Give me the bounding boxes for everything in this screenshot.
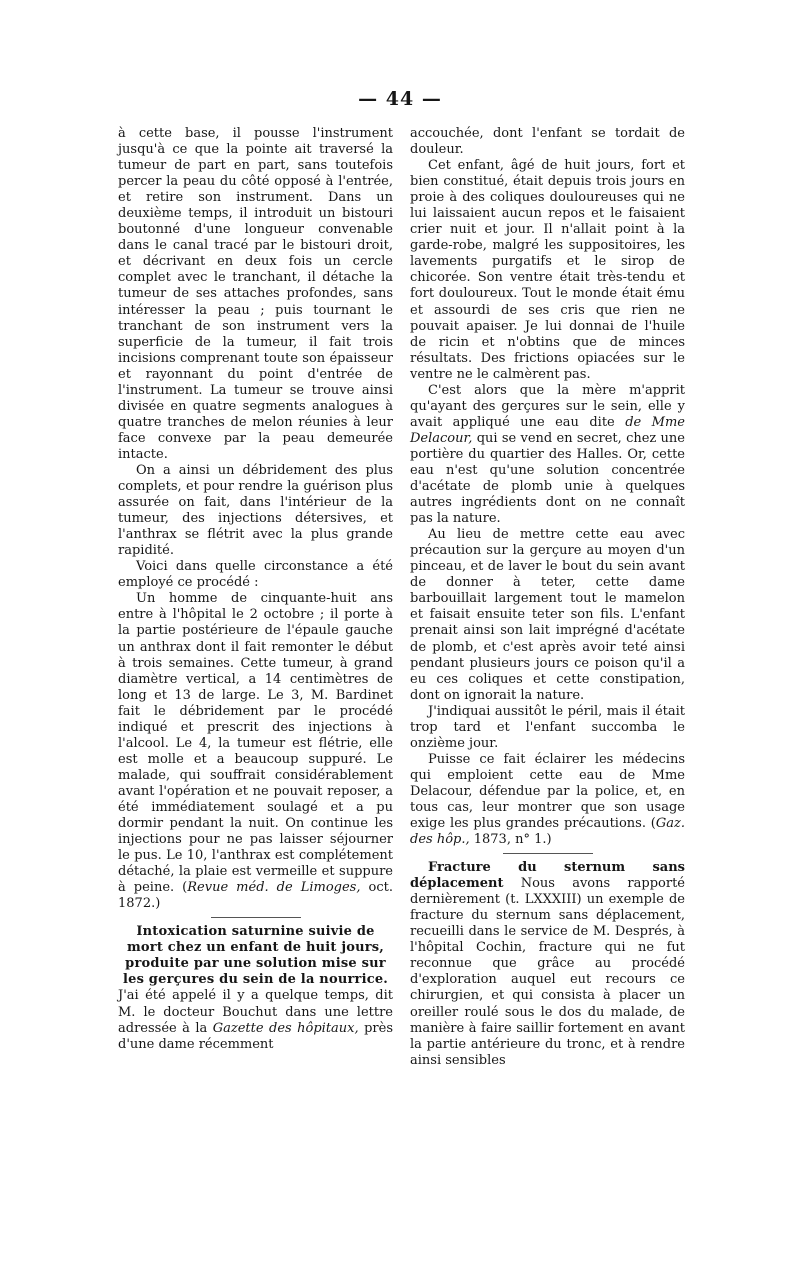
paragraph-tail: près d'une dame récemment (118, 1020, 393, 1052)
paragraph-text: Nous avons rapporté dernièrement (t. LXXXIII) un exemple de fracture du sternum sans déplacement, recueilli dans le service de M. Després, à l'hôpital Cochin, fracture qui ne fut reconnue que grâce au procédé d'exploration auquel eut recours ce chirurgien, et qui consista à placer un oreiller roulé sous le dos du malade, de manière à faire saillir fortement en avant la partie antérieure du tronc, et à rendre ainsi sensibles (410, 876, 685, 1068)
paragraph: Au lieu de mettre cette eau avec précaution sur la gerçure au moyen d'un pinceau, et de laver le bout du sein avant de donner à teter, cette dame barbouillait largement tout le mamelon et faisait ensuite teter son fils. L'enfant prenait ainsi son lait imprégné d'acétate de plomb, et c'est après avoir teté ainsi pendant plusieurs jours ce poison qu'il a eu ces coliques et cette constipation, dont on ignorait la nature. (410, 527, 685, 703)
paragraph-tail: qui se vend en secret, chez une portière du quartier des Halles. Or, cette eau n'est qu'une solution concentrée d'acétate de plomb unie à quelques autres ingrédients dont on ne connaît pas la nature. (410, 430, 685, 527)
section-heading: Fracture du sternum sans déplacement (410, 860, 685, 892)
paragraph-text: C'est alors que la mère m'apprit qu'ayant des gerçures sur le sein, elle y avait appliqué une eau dite (410, 382, 685, 430)
citation-source: Gaz. des hôp., (410, 816, 685, 848)
paragraph (118, 591, 393, 912)
paragraph-text: J'ai été appelé il y a quelque temps, dit M. le docteur Bouchut dans une lettre adressée à la (118, 988, 393, 1036)
journal-name: Gazette des hôpitaux, (212, 1020, 359, 1036)
paragraph: J'indiquai aussitôt le péril, mais il était trop tard et l'enfant succomba le onzième jour. (410, 703, 685, 751)
section-divider (211, 917, 301, 918)
paragraph (410, 860, 685, 1069)
citation-date: 1873, n° 1.) (469, 832, 552, 848)
paragraph-text: Un homme de cinquante-huit ans entre à l'hôpital le 2 octobre ; il porte à la partie postérieure de l'épaule gauche un anthrax dont il fait remonter le début à trois semaines. Cette tumeur, à grand diamètre vertical, a 14 centimètres de long et 13 de large. Le 3, M. Bardinet fait le débridement par le procédé indiqué et prescrit des injections à l'alcool. Le 4, la tumeur est flétrie, elle est molle et a beaucoup suppuré. Le malade, qui souffrait considérablement avant l'opération et ne pouvait reposer, a été immédiatement soulagé et a pu dormir pendant la nuit. On continue les injections pour ne pas laisser séjourner le pus. Le 10, l'anthrax est complétement détaché, la plaie est vermeille et suppure à peine. ( (118, 591, 393, 896)
paragraph (410, 752, 685, 848)
page-number: — 44 — (358, 88, 442, 110)
section-heading: Intoxication saturnine suivie de mort chez un enfant de huit jours, produite par une solution mise sur les gerçures du sein de la nourrice. (122, 924, 389, 988)
product-name: de Mme Delacour, (410, 414, 685, 446)
paragraph: accouchée, dont l'enfant se tordait de douleur. (410, 126, 685, 158)
paragraph: à cette base, il pousse l'instrument jusqu'à ce que la pointe ait traversé la tumeur de part en part, sans toutefois percer la peau du côté opposé à l'entrée, et retire son instrument. Dans un deuxième temps, il introduit un bistouri boutonné d'une longueur convenable dans le canal tracé par le bistouri droit, et décrivant en deux fois un cercle complet avec le tranchant, il détache la tumeur de ses attaches profondes, sans intéresser la peau ; puis tournant le tranchant de son instrument vers la superficie de la tumeur, il fait trois incisions comprenant toute son épaisseur et rayonnant du point d'entrée de l'instrument. La tumeur se trouve ainsi divisée en quatre segments analogues à quatre tranches de melon réunies à leur face convexe par la peau demeurée intacte. (118, 126, 393, 462)
paragraph: Voici dans quelle circonstance a été employé ce procédé : (118, 559, 393, 591)
paragraph (118, 988, 393, 1052)
right-column (410, 126, 685, 1069)
section-divider (503, 853, 593, 854)
paragraph-text: Puisse ce fait éclairer les médecins qui emploient cette eau de Mme Delacour, défendue par la police, et, en tous cas, leur montrer que son usage exige les plus grandes précautions. ( (410, 751, 685, 832)
left-column (118, 126, 393, 1053)
citation-source: Revue méd. de Limoges, (187, 880, 361, 896)
paragraph (410, 383, 685, 527)
citation-date: oct. 1872.) (118, 880, 393, 912)
paragraph: Cet enfant, âgé de huit jours, fort et bien constitué, était depuis trois jours en proie à des coliques douloureuses qui ne lui laissaient aucun repos et le faisaient crier nuit et jour. Il n'allait point à la garde-robe, malgré les suppositoires, les lavements purgatifs et le sirop de chicorée. Son ventre était très-tendu et fort douloureux. Tout le monde était ému et assourdi de ses cris que rien ne pouvait apaiser. Je lui donnai de l'huile de ricin et n'obtins que de minces résultats. Des frictions opiacées sur le ventre ne le calmèrent pas. (410, 158, 685, 382)
paragraph: On a ainsi un débridement des plus complets, et pour rendre la guérison plus assurée on fait, dans l'intérieur de la tumeur, des injections détersives, et l'anthrax se flétrit avec la plus grande rapidité. (118, 462, 393, 559)
